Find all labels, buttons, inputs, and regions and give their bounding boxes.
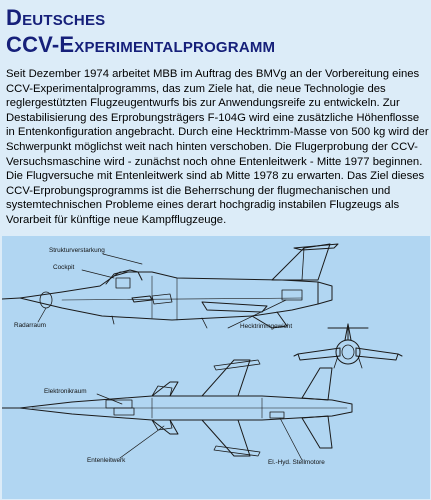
title-line-1: Deutsches <box>6 5 106 30</box>
label-strukturverstarkung: Strukturverstarkung <box>49 247 105 254</box>
aircraft-diagram <box>2 236 430 499</box>
front-view-aircraft <box>294 324 402 368</box>
label-radarraum: Radarraum <box>14 322 46 329</box>
side-view-aircraft <box>2 244 338 328</box>
article-paragraph: Seit Dezember 1974 arbeitet MBB im Auftrag des BMVg an der Vorbereitung eines CCV-Experimentalprogramms, das zum Ziele hat, die neue Technologie des reglergestützten Flugzeugentwurfs bis zur Anwendungsreife zu entwickeln. Zur Destabilisierung des Erprobungsträgers F-104G wird eine zusätzliche Höhenflosse in Entenkonfiguration angebracht. Durch eine Hecktrimm-Masse von 500 kg wird der Schwerpunkt möglichst weit nach hinten verschoben. Die Flugerprobung der CCV-Versuchsmaschine wird - zunächst noch ohne Entenleitwerk - Mitte 1977 beginnen. Die Flugversuche mit Entenleitwerk sind ab Mitte 1978 zu erwarten. Das Ziel dieses CCV-Erprobungsprogramms ist die Beherrschung der flugmechanischen und systemtechnischen Probleme eines derart hochgradig instabilen Flugzeugs als Vorarbeit für künftige neue Kampfflugzeuge. <box>6 68 429 226</box>
label-entenleitwerk: Entenleitwerk <box>87 457 126 464</box>
page-title <box>6 4 275 58</box>
label-cockpit: Cockpit <box>53 264 75 271</box>
top-view-aircraft <box>2 360 352 456</box>
label-stellmotore: El.-Hyd. Stellmotore <box>268 459 325 466</box>
title-line-2: CCV-Experimentalprogramm <box>6 32 276 57</box>
label-hecktrimmgewicht: Hecktrimmgewicht <box>240 323 293 330</box>
aircraft-drawing <box>2 236 430 499</box>
label-elektronikraum: Elektronikraum <box>44 388 87 395</box>
